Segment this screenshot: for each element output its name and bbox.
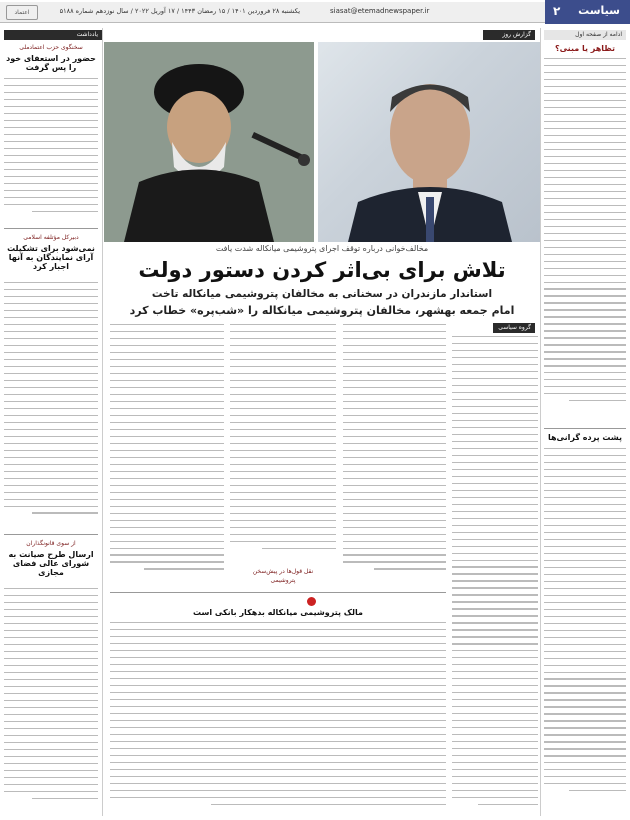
right-article-title: تظاهر یا مبنی؟: [554, 44, 616, 53]
note2-kicker: دبیرکل مؤتلفه اسلامی: [23, 234, 79, 241]
box-marker-icon: [307, 597, 316, 606]
section-title: سیاست: [578, 4, 620, 17]
section-banner: [545, 0, 630, 24]
box-article-body: [110, 622, 446, 814]
governor-portrait-illustration: [318, 42, 540, 242]
main-body-col-2: [343, 324, 446, 582]
note1-kicker: سخنگوی حزب اعتمادملی: [19, 44, 83, 51]
governor-photo: [318, 42, 540, 242]
subheadline-1: استاندار مازندران در سخنانی به مخالفان پتروشیمی میانکاله تاخت: [151, 288, 493, 300]
box-top-rule: [110, 592, 446, 593]
note3-body: [4, 588, 98, 814]
right-article2-title: پشت پرده گرانی‌ها: [547, 433, 622, 442]
note1-body: [4, 78, 98, 220]
continued-tag: ادامه از صفحه اول: [544, 30, 626, 40]
note2-title: نمی‌شود برای تشکیلت آرای نمایندگان به آنها اجبار کرد: [7, 244, 95, 271]
main-headline: تلاش برای بی‌اثر کردن دستور دولت: [138, 258, 506, 282]
notes-tag: یادداشت: [4, 30, 102, 40]
newspaper-logo: اعتماد: [6, 5, 38, 20]
left-divider-2: [4, 534, 98, 535]
section-email: siasat@etemadnewspaper.ir: [330, 7, 430, 15]
imam-photo: [104, 42, 314, 242]
note1-title: حضور در استعفای خود را پس گرفت: [6, 54, 96, 72]
right-divider: [544, 428, 626, 429]
imam-portrait-illustration: [104, 42, 314, 242]
box-article-title: مالک پتروشیمی میانکاله بدهکار بانکی است: [193, 608, 363, 617]
headline-kicker: مخالف‌خوانی درباره توقف اجرای پتروشیمی میانکاله شدت یافت: [215, 244, 429, 253]
subheadline-2: امام جمعه بهشهر، مخالفان پتروشیمی میانکاله را «شب‌پره» خطاب کرد: [129, 304, 515, 317]
main-body-col-1: [452, 336, 538, 814]
note2-body: [4, 282, 98, 528]
page-header: [0, 0, 630, 24]
byline-tag: گروه سیاسی: [493, 323, 535, 333]
quote-sub: پتروشیمی: [270, 577, 296, 584]
column-divider-left: [102, 28, 103, 816]
main-body-col-3: [230, 324, 336, 564]
page-number: ۲: [553, 4, 561, 18]
note3-kicker: از سوی قانونگذاران: [26, 540, 76, 547]
quote-label: نقل قول‌ها در پیش‌سخن: [252, 568, 314, 575]
issue-date: یکشنبه ۲۸ فروردین ۱۴۰۱ / ۱۵ رمضان ۱۴۴۳ / ۱۷ آوریل ۲۰۲۲ / سال نوزدهم شماره ۵۱۸۸: [59, 7, 300, 15]
column-divider-right: [540, 28, 541, 816]
right-article2-body: [544, 448, 626, 813]
right-article-body: [544, 58, 626, 423]
left-divider-1: [4, 228, 98, 229]
report-tag: گزارش روز: [483, 30, 535, 40]
note3-title: ارسال طرح صیانت به شورای عالی فضای مجازی: [8, 550, 94, 577]
main-body-col-4: [110, 324, 224, 582]
